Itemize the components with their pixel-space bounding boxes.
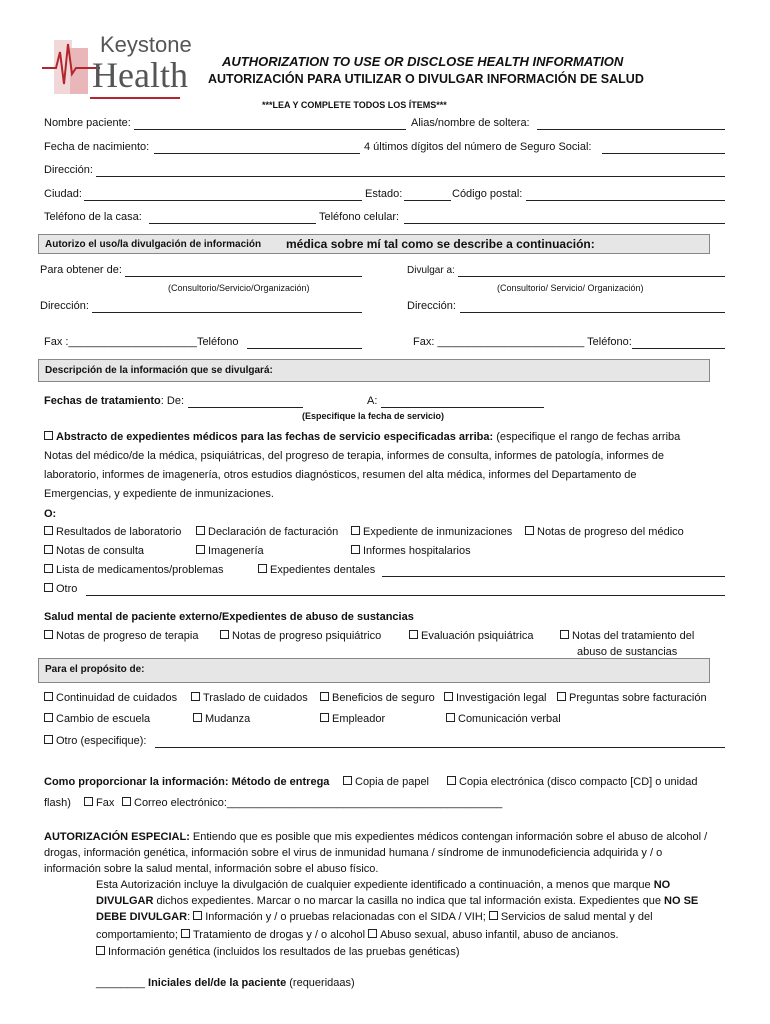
checkbox[interactable] [44,545,53,554]
fax-left-label: Fax :_____________________Teléfono [44,336,239,348]
checkbox[interactable] [44,735,53,744]
patient-name-field[interactable] [134,129,406,130]
checkbox[interactable] [525,526,534,535]
fax-right-label: Fax: ________________________ Teléfono: [413,336,632,348]
org-note-right: (Consultorio/ Servicio/ Organización) [497,283,644,293]
checkbox[interactable] [343,776,352,785]
purpose-verbal[interactable]: Comunicación verbal [446,713,561,725]
option-therapy-notes[interactable]: Notas de progreso de terapia [44,630,198,642]
purpose-legal[interactable]: Investigación legal [444,692,547,704]
purpose-employer[interactable]: Empleador [320,713,385,725]
zip-field[interactable] [526,200,725,201]
checkbox[interactable] [320,713,329,722]
purpose-bar-text: Para el propósito de: [45,664,145,675]
mental-title: Salud mental de paciente externo/Expedientes de abuso de sustancias [44,611,414,623]
authorize-bar-large: médica sobre mí tal como se describe a continuación: [286,237,595,251]
option-imaging[interactable]: Imagenería [196,545,264,557]
special-line1: AUTORIZACIÓN ESPECIAL: Entiendo que es posible que mis expedientes médicos contengan información sobre el abuso de alcohol / [44,831,708,843]
checkbox[interactable] [409,630,418,639]
city-label: Ciudad: [44,188,82,200]
checkbox[interactable] [44,583,53,592]
initials-field[interactable]: ________ [96,977,145,989]
or-label: O: [44,508,57,520]
obtain-field[interactable] [125,276,362,277]
instruction: ***LEA Y COMPLETE TODOS LOS ÍTEMS*** [262,100,447,110]
state-label: Estado: [365,188,403,200]
checkbox[interactable] [447,776,456,785]
obtain-address-field[interactable] [92,312,362,313]
checkbox[interactable] [44,526,53,535]
dob-field[interactable] [154,153,360,154]
email-field[interactable]: _____________________________________________ [226,797,503,809]
treatment-label: Fechas de tratamiento: De: [44,395,184,407]
purpose-move[interactable]: Mudanza [193,713,250,725]
obtain-label: Para obtener de: [40,264,122,276]
checkbox[interactable] [196,526,205,535]
authorize-bar-small: Autorizo el uso/la divulgación de información [45,239,262,250]
checkbox[interactable] [351,545,360,554]
authorize-bar [38,234,710,254]
purpose-transfer[interactable]: Traslado de cuidados [191,692,308,704]
treatment-to-label: A: [367,395,378,407]
option-psych-eval[interactable]: Evaluación psiquiátrica [409,630,534,642]
page-title-en: AUTHORIZATION TO USE OR DISCLOSE HEALTH INFORMATION [222,54,624,69]
purpose-other[interactable]: Otro (especifique): [44,735,146,747]
checkbox[interactable] [196,545,205,554]
purpose-other-field[interactable] [155,747,725,748]
option-psych-progress[interactable]: Notas de progreso psiquiátrico [220,630,381,642]
delivery-email[interactable]: Correo electrónico:_____________________________________________ [122,797,502,809]
fax-right-field[interactable]: ________________________ [437,336,585,348]
dob-label: Fecha de nacimiento: [44,141,150,153]
description-bar [38,359,710,382]
fax-left-field[interactable]: _____________________ [68,336,197,348]
checkbox-drugs[interactable] [181,929,190,938]
purpose-insurance[interactable]: Beneficios de seguro [320,692,435,704]
checkbox[interactable] [258,564,267,573]
ssn-label: 4 últimos dígitos del número de Seguro Social: [364,141,592,153]
option-billing[interactable]: Declaración de facturación [196,526,338,538]
disclose-label: Divulgar a: [407,265,455,276]
option-substance-line2: abuso de sustancias [577,646,678,658]
option-hospital[interactable]: Informes hospitalarios [351,545,471,557]
option-consult[interactable]: Notas de consulta [44,545,144,557]
dental-field[interactable] [382,576,725,577]
checkbox-abuse[interactable] [368,929,377,938]
checkbox[interactable] [44,713,53,722]
cell-phone-label: Teléfono celular: [319,211,400,223]
checkbox[interactable] [122,797,131,806]
obtain-address-label: Dirección: [40,300,89,312]
address-field[interactable] [96,176,725,177]
special-line3: información sobre la salud mental, información sobre el abuso físico. [44,863,379,875]
disclose-field[interactable] [458,276,725,277]
checkbox[interactable] [44,630,53,639]
treatment-from-field[interactable] [188,407,303,408]
special-p-line2: DIVULGAR dichos expedientes. Marcar o no marcar la casilla no indica que tal información exista. Expedientes que NO SE [96,895,699,907]
checkbox-mental-health[interactable] [489,911,498,920]
disclose-address-field[interactable] [460,312,725,313]
logo [42,32,192,102]
home-phone-field[interactable] [149,223,316,224]
page-title-es: AUTORIZACIÓN PARA UTILIZAR O DIVULGAR INFORMACIÓN DE SALUD [208,72,644,86]
home-phone-label: Teléfono de la casa: [44,211,142,223]
special-p-line5: Información genética (incluidos los resultados de las pruebas genéticas) [96,946,460,958]
description-bar-text: Descripción de la información que se divulgará: [45,365,273,376]
logo-health: Health [92,55,188,95]
other-field[interactable] [86,595,725,596]
treatment-specify: (Especifique la fecha de servicio) [302,411,445,421]
checkbox[interactable] [351,526,360,535]
special-p-line1: Esta Autorización incluye la divulgación de cualquier expediente identificado a continuación, a menos que marque NO [96,879,671,891]
delivery-paper[interactable]: Copia de papel [343,776,429,788]
patient-name-label: Nombre paciente: [44,117,131,129]
abstract-checkbox[interactable] [44,431,53,440]
address-label: Dirección: [44,164,93,176]
city-field[interactable] [84,200,362,201]
checkbox[interactable] [320,692,329,701]
purpose-continuity[interactable]: Continuidad de cuidados [44,692,177,704]
delivery-flash: flash) [44,797,71,809]
abstract-line4: Emergencias, y expediente de inmunizaciones. [44,488,274,500]
alias-field[interactable] [537,129,725,130]
delivery-line1: Como proporcionar la información: Método de entrega [44,776,330,788]
abstract-line2: Notas del médico/de la médica, psiquiátricas, del progreso de terapia, informes de consulta, informes de patología, informes de [44,450,665,462]
option-substance[interactable]: Notas del tratamiento del [560,630,694,642]
checkbox[interactable] [557,692,566,701]
logo-keystone: Keystone [100,32,192,57]
special-line2: drogas, información genética, información sobre el virus de inmunidad humana / síndrome de inmunodeficiencia adquirida y / o [44,847,663,859]
cell-phone-field[interactable] [404,223,725,224]
checkbox[interactable] [220,630,229,639]
abstract-line3: laboratorio, informes de imagenería, otros estudios diagnósticos, resumen del alta médica, informes del Departamento de [44,469,637,481]
special-p-line3: DEBE DIVULGAR: Información y / o pruebas relacionadas con el SIDA / VIH; Servicios de salud mental y del [96,911,653,923]
checkbox[interactable] [446,713,455,722]
phone-right-field[interactable] [632,348,725,349]
purpose-school[interactable]: Cambio de escuela [44,713,150,725]
option-immunizations[interactable]: Expediente de inmunizaciones [351,526,512,538]
alias-label: Alias/nombre de soltera: [411,117,530,129]
delivery-fax[interactable]: Fax [84,797,114,809]
option-meds[interactable]: Lista de medicamentos/problemas [44,564,224,576]
abstract-line1: Abstracto de expedientes médicos para las fechas de servicio especificadas arriba: (especifique el rango de fechas arriba [44,431,680,443]
option-progress-notes[interactable]: Notas de progreso del médico [525,526,684,538]
option-dental[interactable]: Expedientes dentales [258,564,375,576]
delivery-electronic[interactable]: Copia electrónica (disco compacto [CD] o unidad [447,776,697,788]
checkbox[interactable] [444,692,453,701]
ssn-field[interactable] [602,153,725,154]
initials-line: ________ Iniciales del/de la paciente (requeridaas) [96,977,355,989]
option-lab[interactable]: Resultados de laboratorio [44,526,181,538]
purpose-billing[interactable]: Preguntas sobre facturación [557,692,707,704]
state-field[interactable] [404,200,451,201]
disclose-address-label: Dirección: [407,300,456,312]
org-note-left: (Consultorio/Servicio/Organización) [168,283,310,293]
option-other[interactable]: Otro [44,583,77,595]
checkbox[interactable] [84,797,93,806]
treatment-to-field[interactable] [381,407,544,408]
special-p-line4: comportamiento; Tratamiento de drogas y / o alcohol Abuso sexual, abuso infantil, abuso de ancianos. [96,929,619,941]
checkbox[interactable] [191,692,200,701]
checkbox[interactable] [560,630,569,639]
purpose-bar [38,658,710,683]
logo-underline [90,97,180,99]
checkbox[interactable] [44,692,53,701]
phone-left-field[interactable] [247,348,362,349]
checkbox-hiv[interactable] [193,911,202,920]
checkbox[interactable] [44,564,53,573]
checkbox-genetic[interactable] [96,946,105,955]
checkbox[interactable] [193,713,202,722]
zip-label: Código postal: [452,188,523,200]
